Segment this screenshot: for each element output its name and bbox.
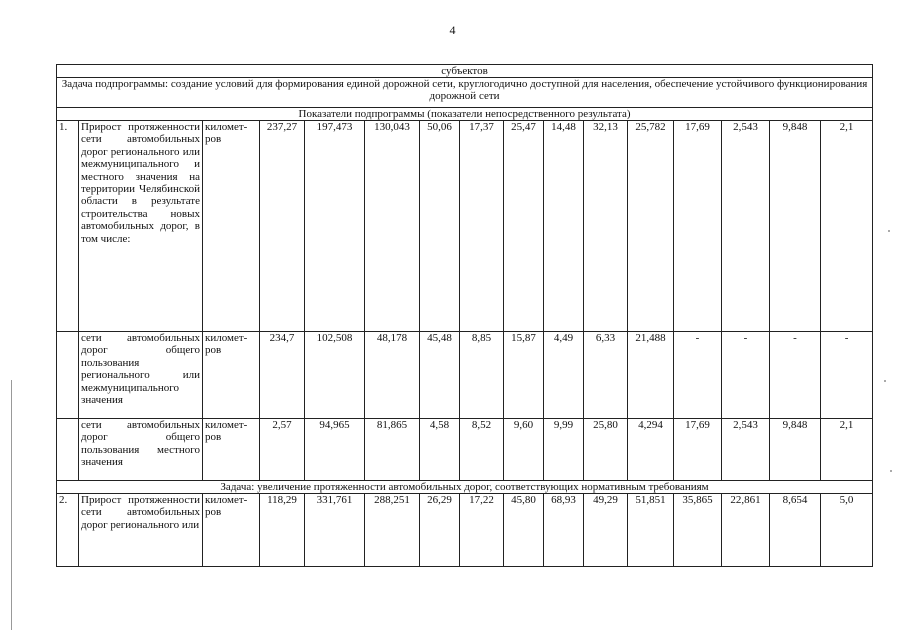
value-cell: 8,654 (770, 494, 821, 567)
value-cell: 8,52 (460, 419, 504, 481)
value-cell: 14,48 (544, 121, 584, 332)
value-cell: 94,965 (305, 419, 365, 481)
value-cell: 50,06 (420, 121, 460, 332)
value-cell: 15,87 (504, 332, 544, 419)
value-cell: 45,80 (504, 494, 544, 567)
value-cell: 21,488 (628, 332, 674, 419)
scan-dot (888, 230, 890, 232)
task1-row (57, 78, 873, 108)
scan-dot (884, 380, 886, 382)
row-unit: километ-ров (203, 332, 260, 419)
page-number: 4 (449, 23, 456, 37)
value-cell: 25,80 (584, 419, 628, 481)
row-number (57, 419, 79, 481)
value-cell: 4,58 (420, 419, 460, 481)
row-description: сети автомобильных дорог общего пользования регионального или межмуниципального значения (79, 332, 203, 419)
value-cell: 2,1 (821, 121, 873, 332)
value-cell: 81,865 (365, 419, 420, 481)
header-cell: субъектов (57, 65, 873, 78)
scan-dot (890, 470, 892, 472)
row-description: сети автомобильных дорог общего пользования местного значения (79, 419, 203, 481)
value-cell: 288,251 (365, 494, 420, 567)
task2-row (57, 481, 873, 494)
value-cell: 9,848 (770, 121, 821, 332)
value-cell: 32,13 (584, 121, 628, 332)
task2-cell: Задача: увеличение протяженности автомобильных дорог, соответствующих нормативным требованиям (57, 481, 873, 494)
indicators-table (56, 64, 873, 567)
value-cell: 6,33 (584, 332, 628, 419)
value-cell: 331,761 (305, 494, 365, 567)
value-cell: 48,178 (365, 332, 420, 419)
value-cell: 2,57 (260, 419, 305, 481)
value-cell: 17,22 (460, 494, 504, 567)
value-cell: 234,7 (260, 332, 305, 419)
value-cell: 197,473 (305, 121, 365, 332)
indicators-row (57, 108, 873, 121)
row-description: Прирост протяженности сети автомобильных дорог регионального или межмуниципального и местного значения на территории Челябинской области в результате строительства новых автомобильных дорог, в том числе: (79, 121, 203, 332)
row-unit: километ-ров (203, 121, 260, 332)
value-cell: 118,29 (260, 494, 305, 567)
value-cell: 102,508 (305, 332, 365, 419)
header-row (57, 65, 873, 78)
value-cell: 8,85 (460, 332, 504, 419)
table-row (57, 494, 873, 567)
value-cell: 17,69 (674, 121, 722, 332)
table-row (57, 121, 873, 332)
value-cell: 51,851 (628, 494, 674, 567)
table-row (57, 332, 873, 419)
value-cell: - (722, 332, 770, 419)
row-number (57, 332, 79, 419)
indicators-cell: Показатели подпрограммы (показатели непосредственного результата) (57, 108, 873, 121)
row-description: Прирост протяженности сети автомобильных дорог регионального или (79, 494, 203, 567)
value-cell: 17,69 (674, 419, 722, 481)
value-cell: 2,543 (722, 419, 770, 481)
value-cell: 4,49 (544, 332, 584, 419)
value-cell: 2,1 (821, 419, 873, 481)
value-cell: 9,60 (504, 419, 544, 481)
value-cell: - (821, 332, 873, 419)
row-number: 2. (57, 494, 79, 567)
value-cell: - (674, 332, 722, 419)
value-cell: 26,29 (420, 494, 460, 567)
value-cell: 49,29 (584, 494, 628, 567)
value-cell: 5,0 (821, 494, 873, 567)
task1-cell: Задача подпрограммы: создание условий для формирования единой дорожной сети, круглогодично доступной для населения, обеспечение устойчивого функционирования дорожной сети (57, 78, 873, 108)
value-cell: 17,37 (460, 121, 504, 332)
value-cell: 9,99 (544, 419, 584, 481)
table-row (57, 419, 873, 481)
row-unit: километ-ров (203, 419, 260, 481)
value-cell: 237,27 (260, 121, 305, 332)
value-cell: 35,865 (674, 494, 722, 567)
value-cell: 68,93 (544, 494, 584, 567)
value-cell: - (770, 332, 821, 419)
row-unit: километ-ров (203, 494, 260, 567)
row-number: 1. (57, 121, 79, 332)
value-cell: 45,48 (420, 332, 460, 419)
value-cell: 4,294 (628, 419, 674, 481)
scan-edge-line (11, 380, 12, 630)
value-cell: 25,47 (504, 121, 544, 332)
value-cell: 130,043 (365, 121, 420, 332)
value-cell: 9,848 (770, 419, 821, 481)
value-cell: 25,782 (628, 121, 674, 332)
value-cell: 2,543 (722, 121, 770, 332)
value-cell: 22,861 (722, 494, 770, 567)
